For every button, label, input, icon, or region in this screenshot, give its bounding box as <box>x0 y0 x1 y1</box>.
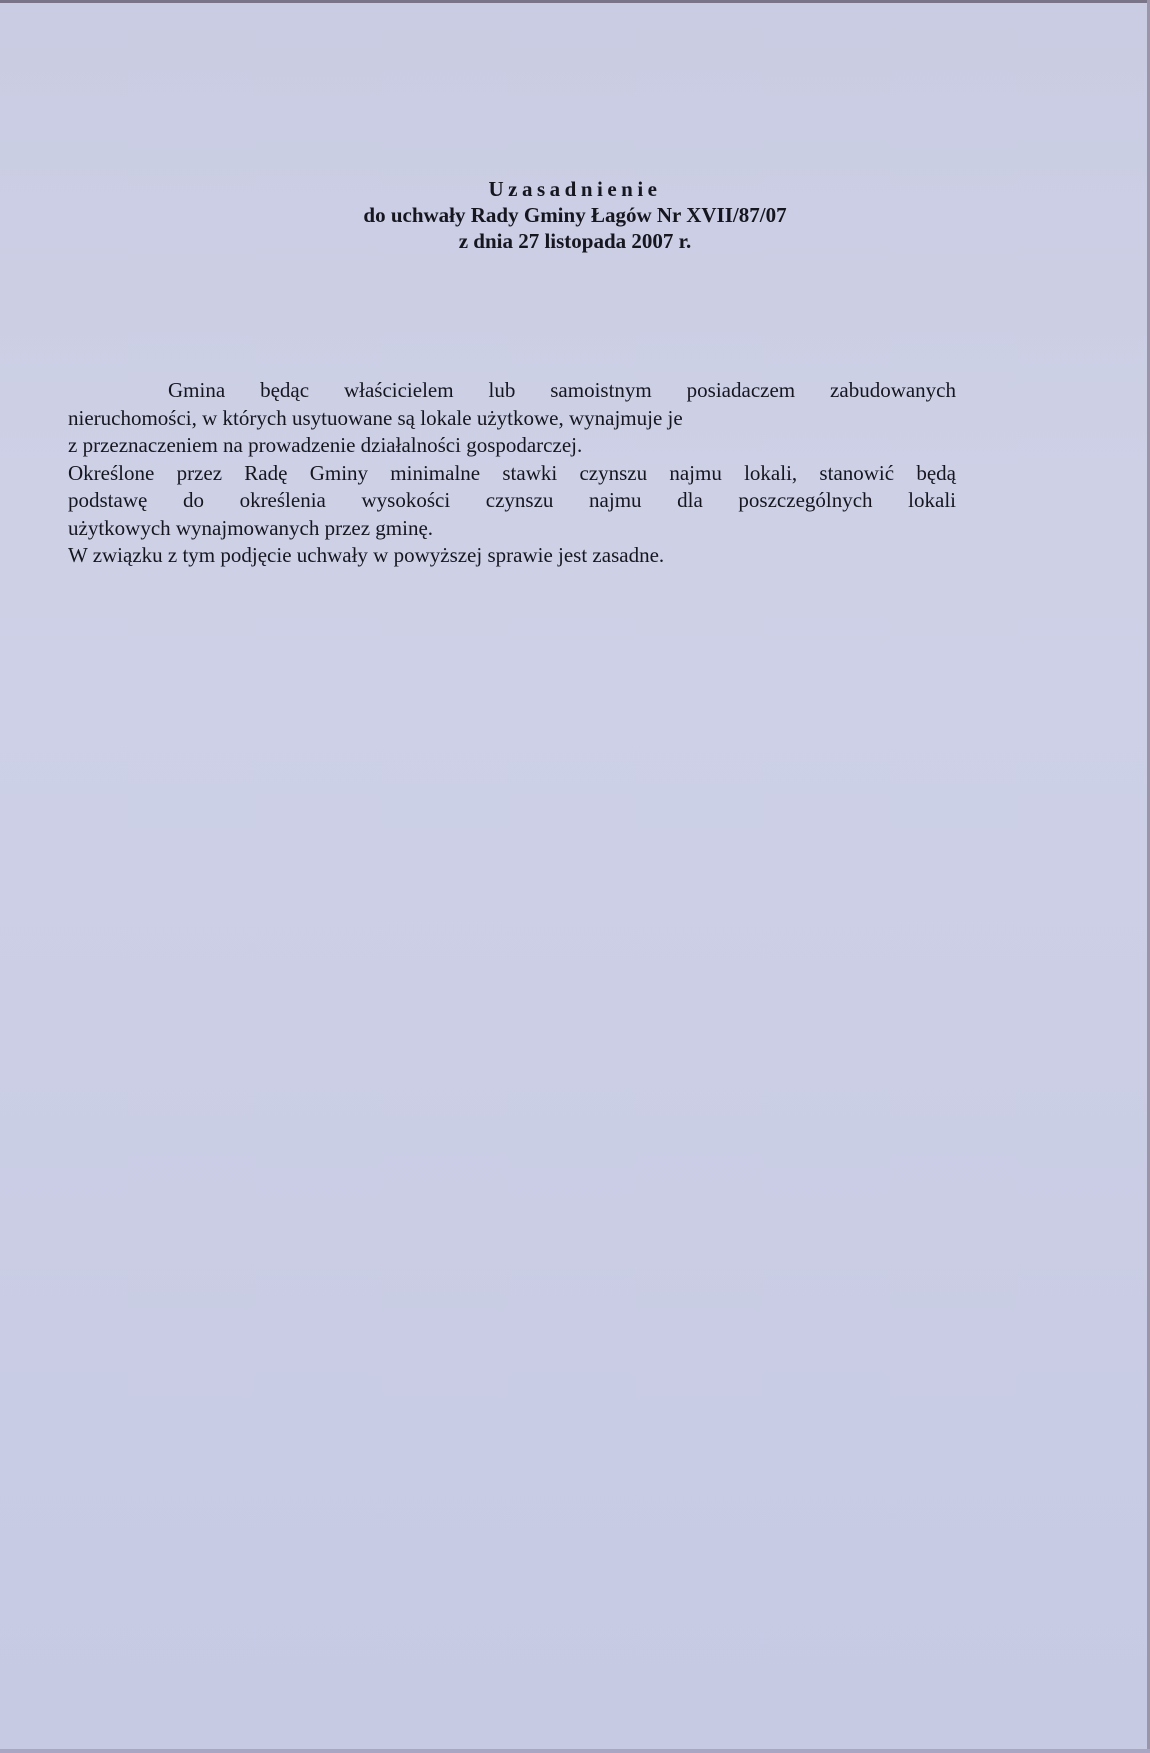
resolution-date: z dnia 27 listopada 2007 r. <box>458 229 692 253</box>
body-line: podstawę do określenia wysokości czynszu najmu dla poszczególnych lokali <box>68 488 956 512</box>
scan-edge-top <box>0 0 1150 3</box>
document-title: Uzasadnienie <box>488 177 662 201</box>
body-line: użytkowych wynajmowanych przez gminę. <box>68 515 434 540</box>
resolution-reference: do uchwały Rady Gminy Łagów Nr XVII/87/07 <box>363 203 787 227</box>
document-heading <box>0 176 1150 254</box>
body-line: Określone przez Radę Gminy minimalne stawki czynszu najmu lokali, stanowić będą <box>68 460 956 485</box>
body-line: nieruchomości, w których usytuowane są lokale użytkowe, wynajmuje je <box>68 405 683 430</box>
scan-edge-bottom <box>0 1749 1150 1753</box>
body-line: z przeznaczeniem na prowadzenie działalności gospodarczej. <box>68 433 583 457</box>
justification-body <box>68 377 956 570</box>
body-line: Gmina będąc właścicielem lub samoistnym posiadaczem zabudowanych <box>168 378 956 402</box>
body-line: W związku z tym podjęcie uchwały w powyższej sprawie jest zasadne. <box>68 543 665 567</box>
